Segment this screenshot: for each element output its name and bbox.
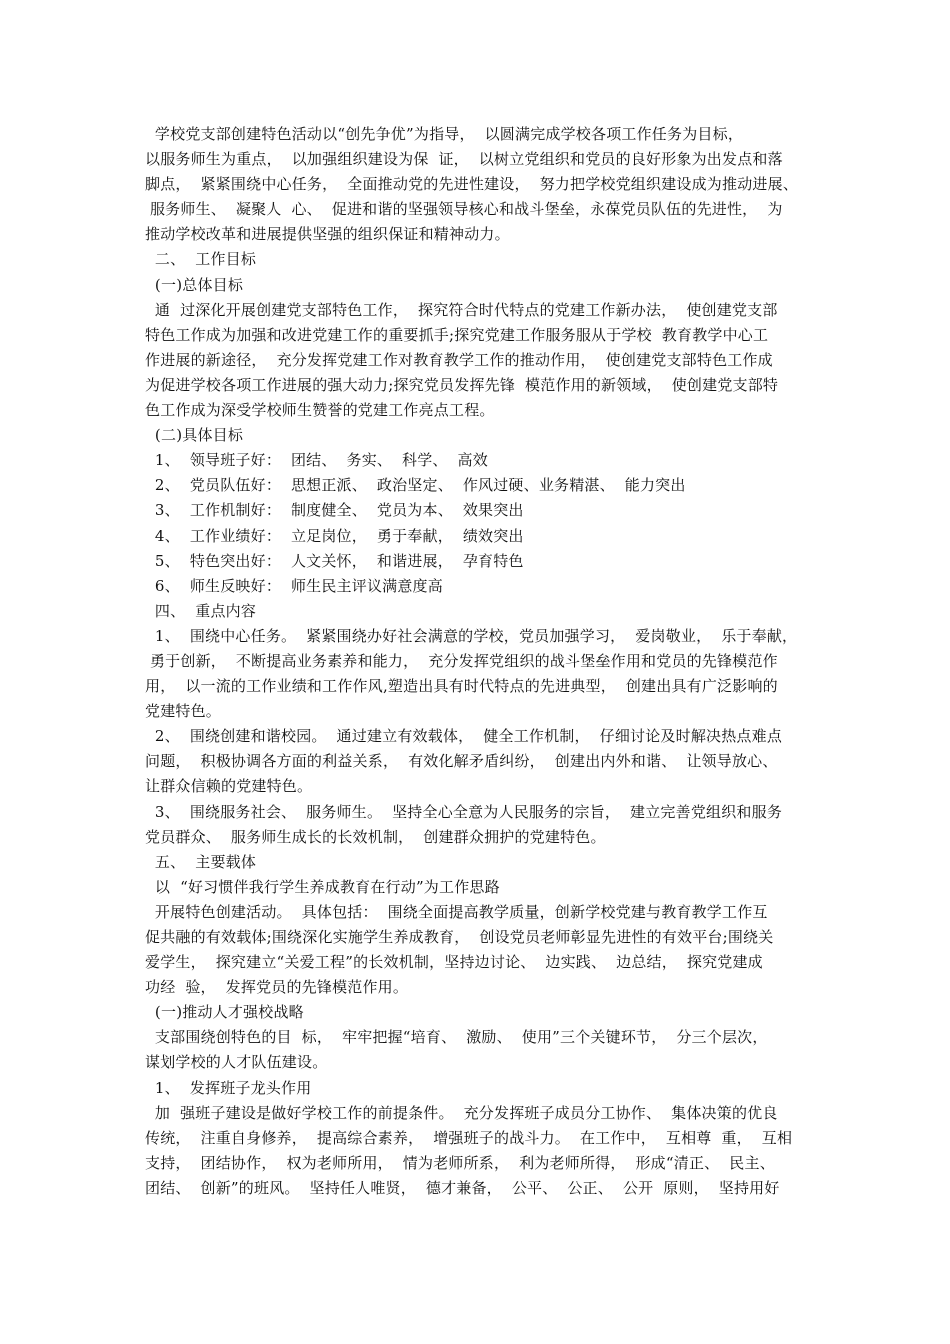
text-line: 党建特色。: [145, 702, 222, 721]
text-line: 为促进学校各项工作进展的强大动力;探究党员发挥先锋 模范作用的新领域， 使创建党支部特: [145, 375, 779, 394]
text-line: (一)总体目标: [145, 275, 244, 294]
text-line: 3、 围绕服务社会、 服务师生。 坚持全心全意为人民服务的宗旨， 建立完善党组织和服务: [145, 802, 783, 821]
text-line: 特色工作成为加强和改进党建工作的重要抓手;探究党建工作服务服从于学校 教育教学中心工: [145, 325, 769, 344]
text-line: 1、 围绕中心任务。 紧紧围绕办好社会满意的学校，党员加强学习， 爱岗敬业， 乐于奉献，: [145, 626, 798, 645]
document-body: [145, 122, 825, 1201]
text-line: 爱学生， 探究建立“关爱工程”的长效机制，坚持边讨论、 边实践、 边总结， 探究党建成: [145, 953, 763, 972]
text-line: 问题， 积极协调各方面的利益关系， 有效化解矛盾纠纷， 创建出内外和谐、 让领导放心、: [145, 752, 778, 771]
text-line: 推动学校改革和进展提供坚强的组织保证和精神动力。: [145, 225, 510, 244]
text-line: 2、 党员队伍好： 思想正派、 政治坚定、 作风过硬、业务精湛、 能力突出: [145, 476, 686, 495]
text-line: 功经 验， 发挥党员的先锋模范作用。: [145, 978, 409, 997]
text-line: 传统， 注重自身修养， 提高综合素养， 增强班子的战斗力。 在工作中， 互相尊 重， 互相: [145, 1128, 793, 1147]
text-line: 让群众信赖的党建特色。: [145, 777, 313, 796]
text-line: 团结、 创新”的班风。 坚持任人唯贤， 德才兼备， 公平、 公正、 公开 原则， 坚持用好: [145, 1178, 780, 1197]
text-line: 1、 领导班子好： 团结、 务实、 科学、 高效: [145, 451, 488, 470]
text-line: 脚点， 紧紧围绕中心任务， 全面推动党的先进性建设， 努力把学校党组织建设成为推动进展、: [145, 175, 799, 194]
text-line: 加 强班子建设是做好学校工作的前提条件。 充分发挥班子成员分工协作、 集体决策的优良: [145, 1103, 778, 1122]
text-line: 3、 工作机制好： 制度健全、 党员为本、 效果突出: [145, 501, 524, 520]
text-line: 通 过深化开展创建党支部特色工作， 探究符合时代特点的党建工作新办法， 使创建党支部: [145, 300, 778, 319]
text-line: 支持， 团结协作， 权为老师所用， 情为老师所系， 利为老师所得， 形成“清正、 民主、: [145, 1153, 775, 1172]
text-line: 谋划学校的人才队伍建设。: [145, 1053, 328, 1072]
text-line: 支部围绕创特色的目 标， 牢牢把握“培育、 激励、 使用”三个关键环节， 分三个层次，: [145, 1028, 768, 1047]
text-line: (一)推动人才强校战略: [145, 1003, 304, 1022]
text-line: 6、 师生反映好： 师生民主评议满意度高: [145, 576, 443, 595]
text-line: 作进展的新途径， 充分发挥党建工作对教育教学工作的推动作用， 使创建党支部特色工作成: [145, 350, 773, 369]
text-line: 二、 工作目标: [145, 250, 257, 269]
text-line: 开展特色创建活动。 具体包括： 围绕全面提高教学质量，创新学校党建与教育教学工作互: [145, 902, 768, 921]
text-line: (二)具体目标: [145, 426, 244, 445]
text-line: 色工作成为深受学校师生赞誉的党建工作亮点工程。: [145, 401, 495, 420]
text-line: 党员群众、 服务师生成长的长效机制， 创建群众拥护的党建特色。: [145, 827, 606, 846]
text-line: 2、 围绕创建和谐校园。 通过建立有效载体， 健全工作机制， 仔细讨论及时解决热点难点: [145, 727, 783, 746]
text-line: 5、 特色突出好： 人文关怀， 和谐进展， 孕育特色: [145, 551, 524, 570]
text-line: 服务师生、 凝聚人 心、 促进和谐的坚强领导核心和战斗堡垒，永葆党员队伍的先进性， 为: [145, 200, 783, 219]
text-line: 四、 重点内容: [145, 601, 257, 620]
text-line: 学校党支部创建特色活动以“创先争优”为指导， 以圆满完成学校各项工作任务为目标，: [145, 125, 744, 143]
text-line: 勇于创新， 不断提高业务素养和能力， 充分发挥党组织的战斗堡垒作用和党员的先锋模范作: [145, 651, 778, 670]
text-line: 1、 发挥班子龙头作用: [145, 1078, 312, 1097]
text-line: 以服务师生为重点， 以加强组织建设为保 证， 以树立党组织和党员的良好形象为出发点和落: [145, 150, 783, 169]
text-line: 4、 工作业绩好： 立足岗位， 勇于奉献， 绩效突出: [145, 526, 524, 545]
text-line: 以 “好习惯伴我行学生养成教育在行动”为工作思路: [145, 877, 500, 896]
text-line: 用， 以一流的工作业绩和工作作风,塑造出具有时代特点的先进典型， 创建出具有广泛影响的: [145, 677, 778, 696]
text-line: 五、 主要载体: [145, 852, 257, 871]
text-line: 促共融的有效载体;围绕深化实施学生养成教育， 创设党员老师彰显先进性的有效平台;围绕关: [145, 928, 774, 946]
